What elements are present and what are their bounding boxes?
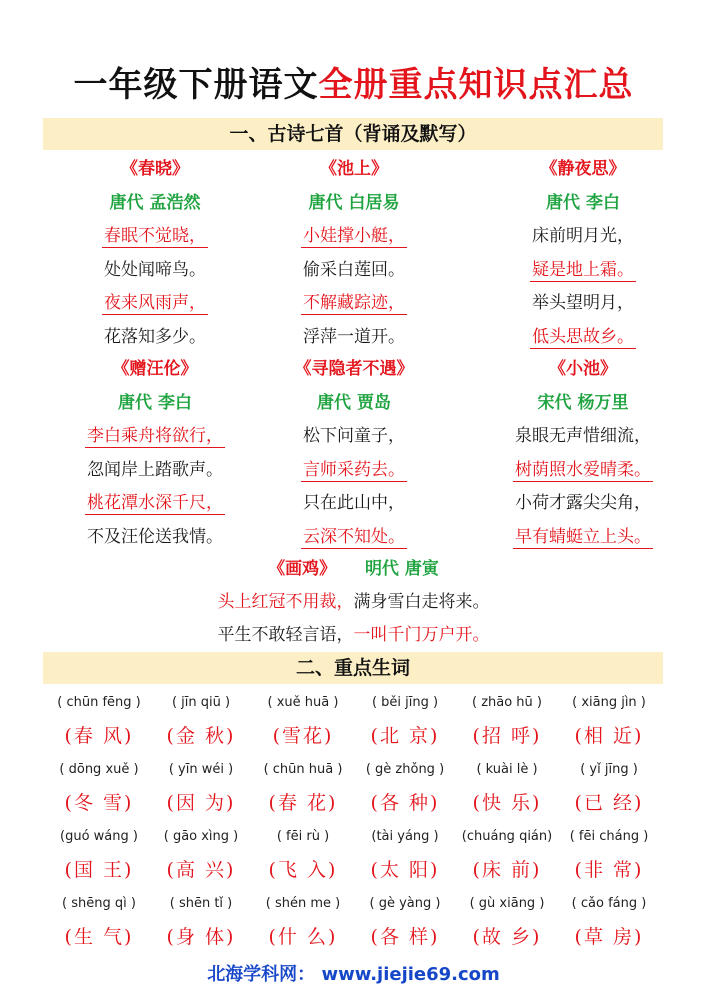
pinyin: (guó wáng ) bbox=[60, 829, 138, 844]
paren-left: ( bbox=[166, 926, 176, 948]
poem-author: 唐代 孟浩然 bbox=[109, 192, 201, 213]
paren-right: ) bbox=[124, 792, 134, 814]
paren-right: ) bbox=[328, 926, 338, 948]
vocab-word-text: 金 秋 bbox=[175, 725, 227, 747]
vocab-word-text: 北 京 bbox=[379, 725, 431, 747]
paren-left: ( bbox=[574, 792, 584, 814]
paren-right: ) bbox=[328, 859, 338, 881]
paren-right: ) bbox=[532, 792, 542, 814]
pinyin: ( zhāo hū ) bbox=[471, 695, 542, 710]
vocab-word-text: 因 为 bbox=[175, 792, 227, 814]
vocab-word bbox=[150, 785, 252, 822]
vocab-row bbox=[48, 688, 660, 755]
poem-line-red: 低头思故乡。 bbox=[532, 326, 634, 347]
poem-line-row bbox=[239, 454, 469, 488]
vocab-word-text: 春 花 bbox=[277, 792, 329, 814]
vocab-cell bbox=[456, 688, 558, 755]
vocab-row bbox=[48, 889, 660, 956]
vocab-word-text: 飞 入 bbox=[277, 859, 329, 881]
paren-left: ( bbox=[370, 926, 380, 948]
paren-left: ( bbox=[166, 792, 176, 814]
vocab-word bbox=[456, 919, 558, 956]
vocab-cell bbox=[456, 889, 558, 956]
vocab-word-text: 招 呼 bbox=[481, 725, 533, 747]
huaji-title-line bbox=[0, 553, 707, 587]
poem-line-red: 早有蜻蜓立上头。 bbox=[515, 526, 651, 547]
paren-right: ) bbox=[226, 725, 236, 747]
poem-line-row bbox=[239, 487, 469, 521]
paren-right: ) bbox=[226, 926, 236, 948]
vocab-cell bbox=[354, 822, 456, 889]
poem-author: 唐代 白居易 bbox=[308, 192, 400, 213]
paren-left: ( bbox=[166, 859, 176, 881]
pinyin: ( chūn fēng ) bbox=[57, 695, 141, 710]
poem-line-row bbox=[468, 287, 698, 321]
paren-left: ( bbox=[370, 725, 380, 747]
vocab-word bbox=[252, 852, 354, 889]
poem-block bbox=[468, 353, 698, 554]
poem-line-red: 夜来风雨声， bbox=[104, 293, 206, 313]
paren-left: ( bbox=[472, 725, 482, 747]
vocab-cell bbox=[252, 889, 354, 956]
vocab-cell bbox=[48, 889, 150, 956]
title-part2: 全册重点知识点汇总 bbox=[318, 65, 634, 105]
vocab-word bbox=[456, 718, 558, 755]
pinyin: ( shēn tǐ ) bbox=[169, 896, 233, 911]
paren-right: ) bbox=[634, 725, 644, 747]
poem-author: 唐代 李白 bbox=[546, 192, 620, 213]
poem-line-red: 云深不知处。 bbox=[303, 526, 405, 547]
vocab-word-text: 各 种 bbox=[379, 792, 431, 814]
poem-block bbox=[239, 353, 469, 554]
poem-line-row bbox=[468, 254, 698, 288]
pinyin: ( yīn wéi ) bbox=[168, 762, 234, 777]
poem-block bbox=[40, 353, 270, 554]
paren-left: ( bbox=[574, 859, 584, 881]
poem-line: 泉眼无声惜细流， bbox=[515, 426, 651, 446]
paren-left: ( bbox=[472, 926, 482, 948]
poem-line-red: 不解藏踪迹， bbox=[303, 293, 405, 313]
paren-left: ( bbox=[64, 725, 74, 747]
paren-left: ( bbox=[272, 725, 282, 747]
paren-right: ) bbox=[226, 792, 236, 814]
vocab-word bbox=[558, 718, 660, 755]
vocab-row bbox=[48, 755, 660, 822]
poem-line-row bbox=[468, 454, 698, 488]
poem-line-red: 疑是地上霜。 bbox=[532, 259, 634, 280]
vocab-cell bbox=[252, 755, 354, 822]
pinyin: (chuáng qián) bbox=[461, 829, 553, 844]
vocab-word bbox=[354, 919, 456, 956]
vocab-cell bbox=[48, 688, 150, 755]
pinyin: ( dōng xuě ) bbox=[59, 762, 139, 777]
vocab-word bbox=[48, 718, 150, 755]
vocab-word bbox=[150, 919, 252, 956]
poem-line: 浮萍一道开。 bbox=[303, 326, 405, 347]
huaji-line1 bbox=[0, 586, 707, 620]
poem-block bbox=[239, 153, 469, 354]
vocab-word-text: 各 样 bbox=[379, 926, 431, 948]
pinyin: (tài yáng ) bbox=[371, 829, 439, 844]
poem-title: 《春晓》 bbox=[121, 159, 189, 179]
paren-right: ) bbox=[430, 926, 440, 948]
vocab-word-text: 生 气 bbox=[73, 926, 125, 948]
poem-line-red: 树荫照水爱晴柔。 bbox=[515, 459, 651, 480]
vocab-row bbox=[48, 822, 660, 889]
vocab-cell bbox=[48, 822, 150, 889]
vocab-word-text: 草 房 bbox=[583, 926, 635, 948]
poem-title: 《赠汪伦》 bbox=[112, 359, 198, 379]
vocab-word bbox=[456, 785, 558, 822]
poem-line-row bbox=[468, 487, 698, 521]
footer-site[interactable]: 北海学科网： www.jiejie69.com bbox=[207, 964, 500, 985]
poem-line: 举头望明月， bbox=[532, 293, 634, 313]
paren-right: ) bbox=[324, 725, 334, 747]
vocab-word bbox=[48, 852, 150, 889]
vocab-word bbox=[252, 785, 354, 822]
paren-right: ) bbox=[634, 792, 644, 814]
poem-line-row bbox=[239, 521, 469, 555]
pinyin: ( xuě huā ) bbox=[267, 695, 339, 710]
paren-left: ( bbox=[268, 859, 278, 881]
vocab-word bbox=[354, 718, 456, 755]
paren-right: ) bbox=[430, 725, 440, 747]
vocab-word-text: 故 乡 bbox=[481, 926, 533, 948]
vocab-cell bbox=[252, 822, 354, 889]
poem-line-row bbox=[40, 521, 270, 555]
poem-line: 只在此山中， bbox=[303, 493, 405, 513]
paren-left: ( bbox=[64, 859, 74, 881]
paren-left: ( bbox=[64, 926, 74, 948]
poem-line-row bbox=[239, 220, 469, 254]
poem-line-red: 头上红冠不用裁， bbox=[217, 592, 354, 612]
poem-line: 不及汪伦送我情。 bbox=[87, 526, 223, 547]
vocab-cell bbox=[354, 889, 456, 956]
pinyin: ( gāo xìng ) bbox=[163, 829, 239, 844]
vocab-cell bbox=[150, 822, 252, 889]
vocab-word-text: 太 阳 bbox=[379, 859, 431, 881]
poem-author: 宋代 杨万里 bbox=[537, 392, 629, 413]
paren-right: ) bbox=[634, 859, 644, 881]
paren-left: ( bbox=[472, 792, 482, 814]
vocab-cell bbox=[456, 755, 558, 822]
poem-line-row bbox=[468, 420, 698, 454]
pinyin: ( shēng qì ) bbox=[62, 896, 136, 911]
poem-line: 床前明月光， bbox=[532, 226, 634, 246]
poem-author: 明代 唐寅 bbox=[364, 559, 439, 579]
poem-line-row bbox=[40, 287, 270, 321]
poem-line-row bbox=[40, 487, 270, 521]
vocab-word bbox=[558, 852, 660, 889]
vocab-word bbox=[48, 919, 150, 956]
poem-line-row bbox=[40, 454, 270, 488]
pinyin: ( gè zhǒng ) bbox=[365, 762, 445, 777]
vocab-cell bbox=[48, 755, 150, 822]
paren-right: ) bbox=[430, 859, 440, 881]
poem-line-red: 一叫千门万户开。 bbox=[353, 625, 490, 645]
paren-left: ( bbox=[574, 725, 584, 747]
poem-block bbox=[468, 153, 698, 354]
poem-line-row bbox=[40, 321, 270, 355]
poem-line-red: 小娃撑小艇， bbox=[303, 226, 405, 246]
poem-title: 《池上》 bbox=[320, 159, 388, 179]
vocab-word bbox=[354, 785, 456, 822]
pinyin: ( cǎo fáng ) bbox=[571, 896, 647, 911]
pinyin: ( gù xiāng ) bbox=[469, 896, 545, 911]
poem-title: 《画鸡》 bbox=[268, 559, 337, 579]
paren-left: ( bbox=[370, 859, 380, 881]
vocab-word-text: 什 么 bbox=[277, 926, 329, 948]
poem-line-row bbox=[40, 220, 270, 254]
poem-line-row bbox=[239, 420, 469, 454]
vocab-word-text: 国 王 bbox=[73, 859, 125, 881]
vocab-cell bbox=[150, 889, 252, 956]
vocab-word bbox=[252, 718, 354, 755]
paren-left: ( bbox=[574, 926, 584, 948]
vocab-word bbox=[354, 852, 456, 889]
pinyin: ( shén me ) bbox=[265, 896, 341, 911]
poem-line-red: 桃花潭水深千尺， bbox=[87, 493, 223, 513]
poem-author: 唐代 李白 bbox=[118, 392, 192, 413]
poem-block bbox=[40, 153, 270, 354]
huaji-line2 bbox=[0, 619, 707, 653]
poem-line: 偷采白莲回。 bbox=[303, 259, 405, 280]
vocab-cell bbox=[150, 688, 252, 755]
section2-heading: 二、重点生词 bbox=[43, 652, 663, 684]
vocab-word-text: 床 前 bbox=[481, 859, 533, 881]
poem-line: 花落知多少。 bbox=[104, 326, 206, 347]
vocab-grid bbox=[48, 688, 660, 956]
paren-left: ( bbox=[64, 792, 74, 814]
poem-line-row bbox=[468, 321, 698, 355]
page-title bbox=[0, 60, 707, 110]
vocab-word-text: 高 兴 bbox=[175, 859, 227, 881]
poem-title: 《小池》 bbox=[549, 359, 617, 379]
paren-right: ) bbox=[532, 859, 542, 881]
poem-line: 处处闻啼鸟。 bbox=[104, 259, 206, 280]
vocab-cell bbox=[252, 688, 354, 755]
poem-line: 忽闻岸上踏歌声。 bbox=[87, 459, 223, 480]
paren-left: ( bbox=[268, 926, 278, 948]
vocab-word bbox=[558, 919, 660, 956]
poem-line: 平生不敢轻言语， bbox=[217, 625, 354, 645]
paren-right: ) bbox=[328, 792, 338, 814]
poem-line-row bbox=[468, 521, 698, 555]
paren-right: ) bbox=[226, 859, 236, 881]
vocab-cell bbox=[354, 755, 456, 822]
vocab-word bbox=[150, 718, 252, 755]
paren-left: ( bbox=[370, 792, 380, 814]
paren-left: ( bbox=[268, 792, 278, 814]
pinyin: ( yǐ jīng ) bbox=[580, 762, 638, 777]
paren-left: ( bbox=[166, 725, 176, 747]
vocab-word bbox=[48, 785, 150, 822]
pinyin: ( kuài lè ) bbox=[476, 762, 538, 777]
paren-right: ) bbox=[124, 926, 134, 948]
vocab-cell bbox=[558, 755, 660, 822]
vocab-word-text: 已 经 bbox=[583, 792, 635, 814]
pinyin: ( jīn qiū ) bbox=[171, 695, 231, 710]
poem-line-row bbox=[468, 220, 698, 254]
vocab-word-text: 非 常 bbox=[583, 859, 635, 881]
section1-heading: 一、古诗七首（背诵及默写） bbox=[43, 118, 663, 150]
pinyin: ( běi jīng ) bbox=[371, 695, 439, 710]
pinyin: ( gè yàng ) bbox=[369, 896, 441, 911]
pinyin: ( chūn huā ) bbox=[263, 762, 343, 777]
poem-line: 小荷才露尖尖角， bbox=[515, 493, 651, 513]
vocab-word-text: 相 近 bbox=[583, 725, 635, 747]
pinyin: ( fēi rù ) bbox=[276, 829, 330, 844]
paren-right: ) bbox=[532, 926, 542, 948]
vocab-word bbox=[150, 852, 252, 889]
paren-left: ( bbox=[472, 859, 482, 881]
vocab-word bbox=[558, 785, 660, 822]
vocab-word bbox=[252, 919, 354, 956]
poem-line-row bbox=[239, 254, 469, 288]
vocab-word-text: 快 乐 bbox=[481, 792, 533, 814]
poem-line: 满身雪白走将来。 bbox=[353, 592, 490, 612]
poem-line-red: 言师采药去。 bbox=[303, 459, 405, 480]
paren-right: ) bbox=[634, 926, 644, 948]
vocab-word bbox=[456, 852, 558, 889]
vocab-word-text: 雪花 bbox=[281, 725, 324, 747]
poem-title: 《静夜思》 bbox=[540, 159, 626, 179]
poem-line-red: 春眠不觉晓， bbox=[104, 226, 206, 246]
poem-title: 《寻隐者不遇》 bbox=[294, 359, 414, 379]
poem-line-row bbox=[40, 420, 270, 454]
vocab-cell bbox=[558, 889, 660, 956]
vocab-cell bbox=[558, 822, 660, 889]
pinyin: ( xiāng jìn ) bbox=[572, 695, 646, 710]
poem-line-row bbox=[239, 287, 469, 321]
paren-right: ) bbox=[430, 792, 440, 814]
pinyin: ( fēi cháng ) bbox=[569, 829, 649, 844]
poem-author: 唐代 贾岛 bbox=[317, 392, 391, 413]
paren-right: ) bbox=[124, 859, 134, 881]
poem-line-red: 李白乘舟将欲行， bbox=[87, 426, 223, 446]
paren-right: ) bbox=[124, 725, 134, 747]
paren-right: ) bbox=[532, 725, 542, 747]
vocab-cell bbox=[354, 688, 456, 755]
vocab-cell bbox=[456, 822, 558, 889]
poem-line-row bbox=[239, 321, 469, 355]
vocab-word-text: 身 体 bbox=[175, 926, 227, 948]
vocab-cell bbox=[150, 755, 252, 822]
vocab-cell bbox=[558, 688, 660, 755]
vocab-word-text: 冬 雪 bbox=[73, 792, 125, 814]
poem-line-row bbox=[40, 254, 270, 288]
poem-line: 松下问童子， bbox=[303, 426, 405, 446]
title-part1: 一年级下册语文 bbox=[73, 65, 319, 105]
vocab-word-text: 春 风 bbox=[73, 725, 125, 747]
